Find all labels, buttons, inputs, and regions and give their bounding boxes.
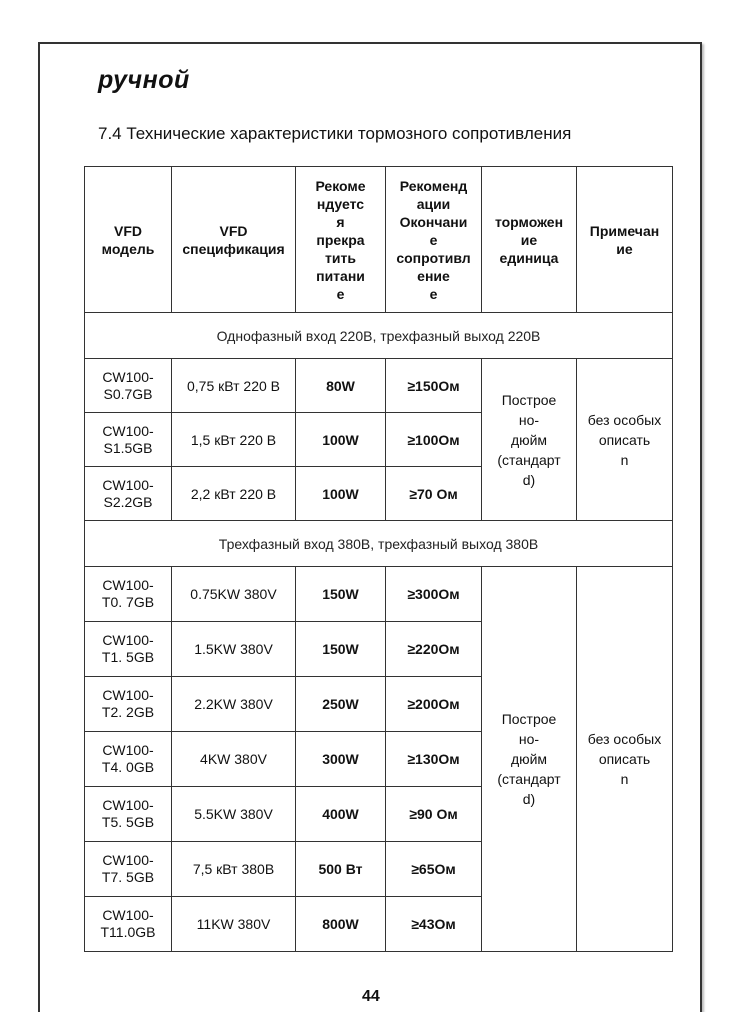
model-cell: CW100- T4. 0GB <box>85 732 172 787</box>
spec-cell: 11KW 380V <box>172 897 296 952</box>
resistance-cell: ≥150Ом <box>386 359 482 413</box>
power-cell: 150W <box>296 567 386 622</box>
resistance-cell: ≥100Ом <box>386 413 482 467</box>
spec-cell: 4KW 380V <box>172 732 296 787</box>
table-row <box>85 567 673 622</box>
model-cell: CW100- S1.5GB <box>85 413 172 467</box>
resistance-cell: ≥220Ом <box>386 622 482 677</box>
section-heading: 7.4 Технические характеристики тормозного сопротивления <box>98 124 572 143</box>
power-cell: 100W <box>296 467 386 521</box>
header-note: Примечан ие <box>577 167 673 313</box>
model-cell: CW100- S2.2GB <box>85 467 172 521</box>
resistance-cell: ≥43Ом <box>386 897 482 952</box>
note-cell: без особых описать n <box>577 567 673 952</box>
power-cell: 500 Вт <box>296 842 386 897</box>
header-resistance: Рекоменд ации Окончани е сопротивл ение е <box>386 167 482 313</box>
power-cell: 400W <box>296 787 386 842</box>
braking-resistor-table <box>84 166 673 952</box>
model-cell: CW100- S0.7GB <box>85 359 172 413</box>
group-header-row <box>85 313 673 359</box>
resistance-cell: ≥90 Ом <box>386 787 482 842</box>
resistance-cell: ≥65Ом <box>386 842 482 897</box>
power-cell: 150W <box>296 622 386 677</box>
model-cell: CW100- T1. 5GB <box>85 622 172 677</box>
power-cell: 250W <box>296 677 386 732</box>
model-cell: CW100- T2. 2GB <box>85 677 172 732</box>
resistance-cell: ≥300Ом <box>386 567 482 622</box>
model-cell: CW100- T0. 7GB <box>85 567 172 622</box>
model-cell: CW100- T11.0GB <box>85 897 172 952</box>
group-label: Трехфазный вход 380В, трехфазный выход 380В <box>85 521 673 567</box>
spec-cell: 1.5KW 380V <box>172 622 296 677</box>
header-model: VFD модель <box>85 167 172 313</box>
spec-cell: 2,2 кВт 220 В <box>172 467 296 521</box>
power-cell: 800W <box>296 897 386 952</box>
spec-cell: 7,5 кВт 380В <box>172 842 296 897</box>
spec-cell: 0,75 кВт 220 В <box>172 359 296 413</box>
header-brake-unit: торможен ие единица <box>482 167 577 313</box>
brake-unit-cell: Построе но- дюйм (стандарт d) <box>482 567 577 952</box>
spec-cell: 0.75KW 380V <box>172 567 296 622</box>
model-cell: CW100- T7. 5GB <box>85 842 172 897</box>
resistance-cell: ≥130Ом <box>386 732 482 787</box>
power-cell: 100W <box>296 413 386 467</box>
spec-cell: 2.2KW 380V <box>172 677 296 732</box>
brake-unit-cell: Построе но- дюйм (стандарт d) <box>482 359 577 521</box>
spec-cell: 5.5KW 380V <box>172 787 296 842</box>
group-label: Однофазный вход 220В, трехфазный выход 220В <box>85 313 673 359</box>
resistance-cell: ≥200Ом <box>386 677 482 732</box>
power-cell: 300W <box>296 732 386 787</box>
resistance-cell: ≥70 Ом <box>386 467 482 521</box>
page-number: 44 <box>362 988 380 1005</box>
table-header-row <box>85 167 673 313</box>
header-spec: VFD спецификация <box>172 167 296 313</box>
spec-cell: 1,5 кВт 220 В <box>172 413 296 467</box>
note-cell: без особых описать n <box>577 359 673 521</box>
header-power-cut: Рекоме ндуетс я прекра тить питани е <box>296 167 386 313</box>
power-cell: 80W <box>296 359 386 413</box>
group-header-row <box>85 521 673 567</box>
document-title: ручной <box>98 66 190 94</box>
model-cell: CW100- T5. 5GB <box>85 787 172 842</box>
table-row <box>85 359 673 413</box>
